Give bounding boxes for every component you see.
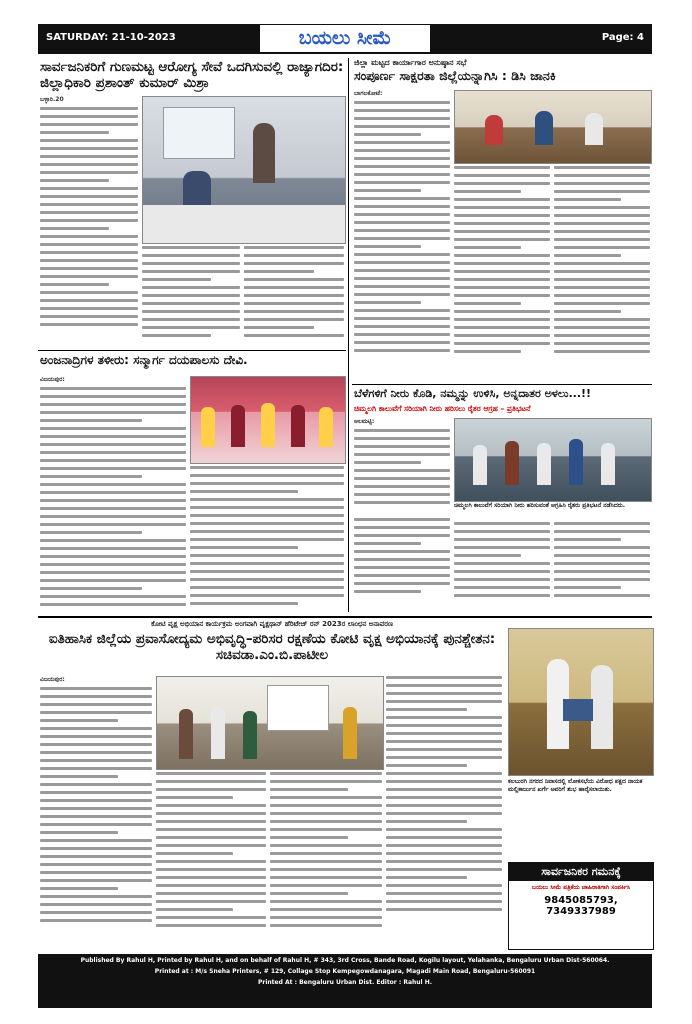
imprint-line-3: Printed At : Bengaluru Urban Dist. Editor : Rahul H.: [257, 979, 432, 986]
story1-body-col2: [142, 246, 240, 346]
story3-photo: [190, 376, 346, 464]
advertisement-box: [508, 862, 654, 950]
story5-headline: ಐತಿಹಾಸಿಕ ಜಿಲ್ಲೆಯ ಪ್ರವಾಸೋದ್ಯಮ ಅಭಿವೃದ್ಧಿ–ಪರಿಸರ ರಕ್ಷಣೆಯ ಕೋಟಿ ವೃಕ್ಷ ಅಭಿಯಾನಕ್ಕೆ ಪುನಶ್ಚೇತನ: ಸಚಿವಡಾ.ಎಂ.ಬಿ.ಪಾಟೀಲ: [48, 631, 496, 663]
story5-body-col1: [40, 676, 152, 948]
story3-dateline: ವಿಜಯಪುರ:: [40, 376, 65, 383]
story2-dateline: ಬಾಗಲಕೋಟೆ:: [354, 90, 383, 97]
story2-photo: [454, 90, 652, 164]
advert-title: ಸಾರ್ವಜನಿಕರ ಗಮನಕ್ಕೆ: [509, 863, 653, 881]
masthead: [38, 24, 652, 54]
imprint-line-2: Printed at : M/s Sneha Printers, # 129, Collage Stop Kempegowdanagara, Magadi Main Road, Bengaluru-560091: [154, 968, 536, 975]
story2-body-col2: [454, 166, 550, 380]
story3-body-col2: [190, 466, 344, 612]
section-divider: [38, 350, 346, 351]
story4-dateline: ಆಲಮಟ್ಟಿ:: [354, 418, 375, 425]
story2-body-col3: [554, 166, 650, 380]
newspaper-page: [38, 24, 652, 1008]
story4-photo-caption: ಚಿಮ್ಮಲಗಿ ಕಾಲುವೆಗೆ ಸರಿಯಾಗಿ ನೀರು ಹರಿಸುವಂತೆ ಆಗ್ರಹಿಸಿ ರೈತರು ಪ್ರತಿಭಟನೆ ನಡೆಸಿದರು.: [454, 502, 626, 509]
newspaper-title: ಬಯಲು ಸೀಮೆ: [260, 25, 430, 52]
advert-body: ಬಯಲು ಸೀಮೆ ಪತ್ರಿಕೆಯ ಜಾಹಿರಾತಿಗಾಗಿ ಸಂಪರ್ಕಿಸಿ: [531, 884, 631, 891]
story5-photo: [156, 676, 384, 770]
story4-body-col1: [354, 418, 450, 514]
story1-photo: [142, 96, 346, 244]
story4-photo: [454, 418, 652, 502]
imprint-line-1: Published By Rahul H, Printed by Rahul H, and on behalf of Rahul H, # 343, 3rd Cross, Bande Road, Kogilu layout, Yelahanka, Bengaluru Urban Dist-560064.: [80, 957, 610, 964]
story4-body-col3: [454, 522, 550, 612]
story1-body-col3: [244, 246, 344, 346]
story5-dateline: ವಿಜಯಪುರ:: [40, 676, 65, 683]
story4-body-col2: [354, 518, 450, 612]
story2-body-col1: [354, 90, 450, 380]
story5-body-col3: [270, 772, 382, 948]
story3-body-col1: [40, 376, 186, 612]
issue-date: SATURDAY: 21-10-2023: [46, 32, 176, 43]
story3-headline: ಅಂಜನಾದ್ರಿಗಳ ತಳೀರು: ಸನ್ಮಾರ್ಗ ದಯಪಾಲಸು ದೇವಿ.: [40, 353, 248, 367]
story4-headline: ಬೆಳೆಗಳಿಗೆ ನೀರು ಕೊಡಿ, ನಮ್ಮನ್ನು ಉಳಿಸಿ, ಅನ್ನದಾತರ ಅಳಲು...!!: [354, 387, 592, 400]
page-number: Page: 4: [601, 32, 644, 43]
story1-headline: ಸಾರ್ವಜನಿಕರಿಗೆ ಗುಣಮಟ್ಟ ಆರೋಗ್ಯ ಸೇವೆ ಒದಗಿಸುವಲ್ಲಿ ರಾಜ್ಯಾಗದಿರ: ಜಿಲ್ಲಾಧಿಕಾರಿ ಪ್ರಶಾಂತ್ ಕುಮಾರ್ ಮಿಶ್ರಾ: [40, 59, 344, 91]
story2-kicker: ಜಿಲ್ಲಾ ಮಟ್ಟದ ಕಾರ್ಯಾಗಾರ ಅನುಷ್ಠಾನ ಸಭೆ: [354, 58, 467, 67]
right-bottom-photo: [508, 628, 654, 776]
advert-phone: 9845085793, 7349337989: [544, 895, 618, 917]
story5-kicker: ಕೋಟಿ ವೃಕ್ಷ ಅಭಿಯಾನ ಕಾರ್ಯಕ್ರಮ ಅಂಗವಾಗಿ ವೃಕ್ಷಥಾನ್ ಹೆರಿಟೇಜ್ ರನ್ 2023ರ ಲಾಂಛನ ಅನಾವರಣ: [151, 620, 393, 628]
section-divider: [38, 616, 652, 618]
story1-body-col1: [40, 96, 138, 344]
column-divider: [348, 58, 349, 612]
story2-headline: ಸಂಪೂರ್ಣ ಸಾಕ್ಷರತಾ ಜಿಲ್ಲೆಯನ್ನಾಗಿಸಿ : ಡಿಸಿ ಜಾನಕಿ: [354, 68, 556, 83]
story5-body-col2: [156, 772, 266, 948]
story4-subhead: ಚಿಮ್ಮಲಗಿ ಕಾಲುವೆಗೆ ಸರಿಯಾಗಿ ನೀರು ಹರಿಸಲು ರೈತರ ಆಗ್ರಹ – ಪ್ರತಿಭಟನೆ: [354, 404, 531, 413]
story5-body-col4: [386, 676, 502, 948]
story1-dateline: ಬಳ್ಳಾರಿ.20: [40, 96, 64, 103]
right-bottom-caption: ಕಲಬುರಗಿ ನಗರದ ನಿವಾಸದಲ್ಲಿ ಲೋಕಸಭೆಯ ವಿರೋಧ ಪಕ್ಷದ ನಾಯಕ ಮಲ್ಲಿಕಾರ್ಜುನ ಖರ್ಗೆ ಅವರಿಗೆ ಶುಭ ಹಾರೈಸಲಾಯಿತು.: [508, 778, 643, 793]
imprint-footer: [38, 954, 652, 1008]
story4-body-col4: [554, 522, 650, 612]
section-divider: [352, 384, 652, 385]
